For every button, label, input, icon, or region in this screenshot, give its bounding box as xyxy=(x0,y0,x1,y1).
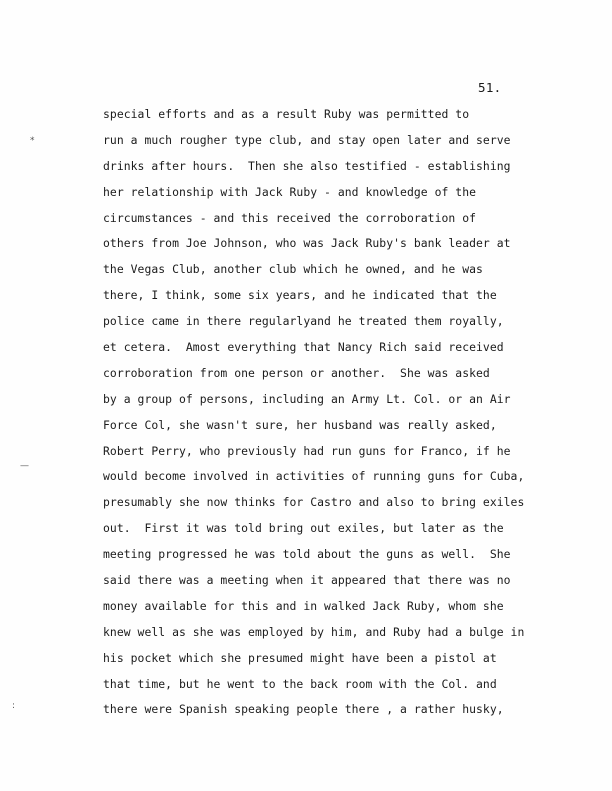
text-line: by a group of persons, including an Army Lt. Col. or an Air xyxy=(103,391,511,406)
text-line: circumstances - and this received the corroboration of xyxy=(103,210,477,225)
text-line: there were Spanish speaking people there , a rather husky, xyxy=(103,702,504,717)
text-line: meeting progressed he was told about the guns as well. She xyxy=(103,547,511,562)
text-line: others from Joe Johnson, who was Jack Ruby's bank leader at xyxy=(103,236,511,251)
text-line: knew well as she was employed by him, and Ruby had a bulge in xyxy=(103,624,525,639)
text-line: Robert Perry, who previously had run guns for Franco, if he xyxy=(103,443,511,458)
text-line: money available for this and in walked Jack Ruby, whom she xyxy=(103,598,504,613)
text-line: corroboration from one person or another. She was asked xyxy=(103,365,490,380)
text-line: drinks after hours. Then she also testified - establishing xyxy=(103,158,511,173)
margin-mark: : xyxy=(12,701,16,711)
text-line: special efforts and as a result Ruby was permitted to xyxy=(103,107,470,121)
margin-mark: * xyxy=(30,136,35,146)
text-line: said there was a meeting when it appeared that there was no xyxy=(103,573,511,588)
text-line: Force Col, she wasn't sure, her husband was really asked, xyxy=(103,417,497,432)
text-line: there, I think, some six years, and he indicated that the xyxy=(103,288,497,303)
body-text xyxy=(103,106,593,727)
text-line: police came in there regularlyand he treated them royally, xyxy=(103,314,504,329)
text-line: the Vegas Club, another club which he owned, and he was xyxy=(103,262,483,277)
text-line: out. First it was told bring out exiles, but later as the xyxy=(103,521,504,536)
text-line: would become involved in activities of running guns for Cuba, xyxy=(103,469,525,484)
text-line: that time, but he went to the back room with the Col. and xyxy=(103,676,497,691)
text-line: et cetera. Amost everything that Nancy Rich said received xyxy=(103,340,504,355)
text-line: her relationship with Jack Ruby - and knowledge of the xyxy=(103,184,477,199)
text-line: run a much rougher type club, and stay open later and serve xyxy=(103,132,511,147)
margin-mark: — xyxy=(20,461,29,471)
text-line: his pocket which she presumed might have been a pistol at xyxy=(103,650,497,665)
text-line: presumably she now thinks for Castro and also to bring exiles xyxy=(103,495,525,510)
page-number: 51. xyxy=(478,80,502,95)
